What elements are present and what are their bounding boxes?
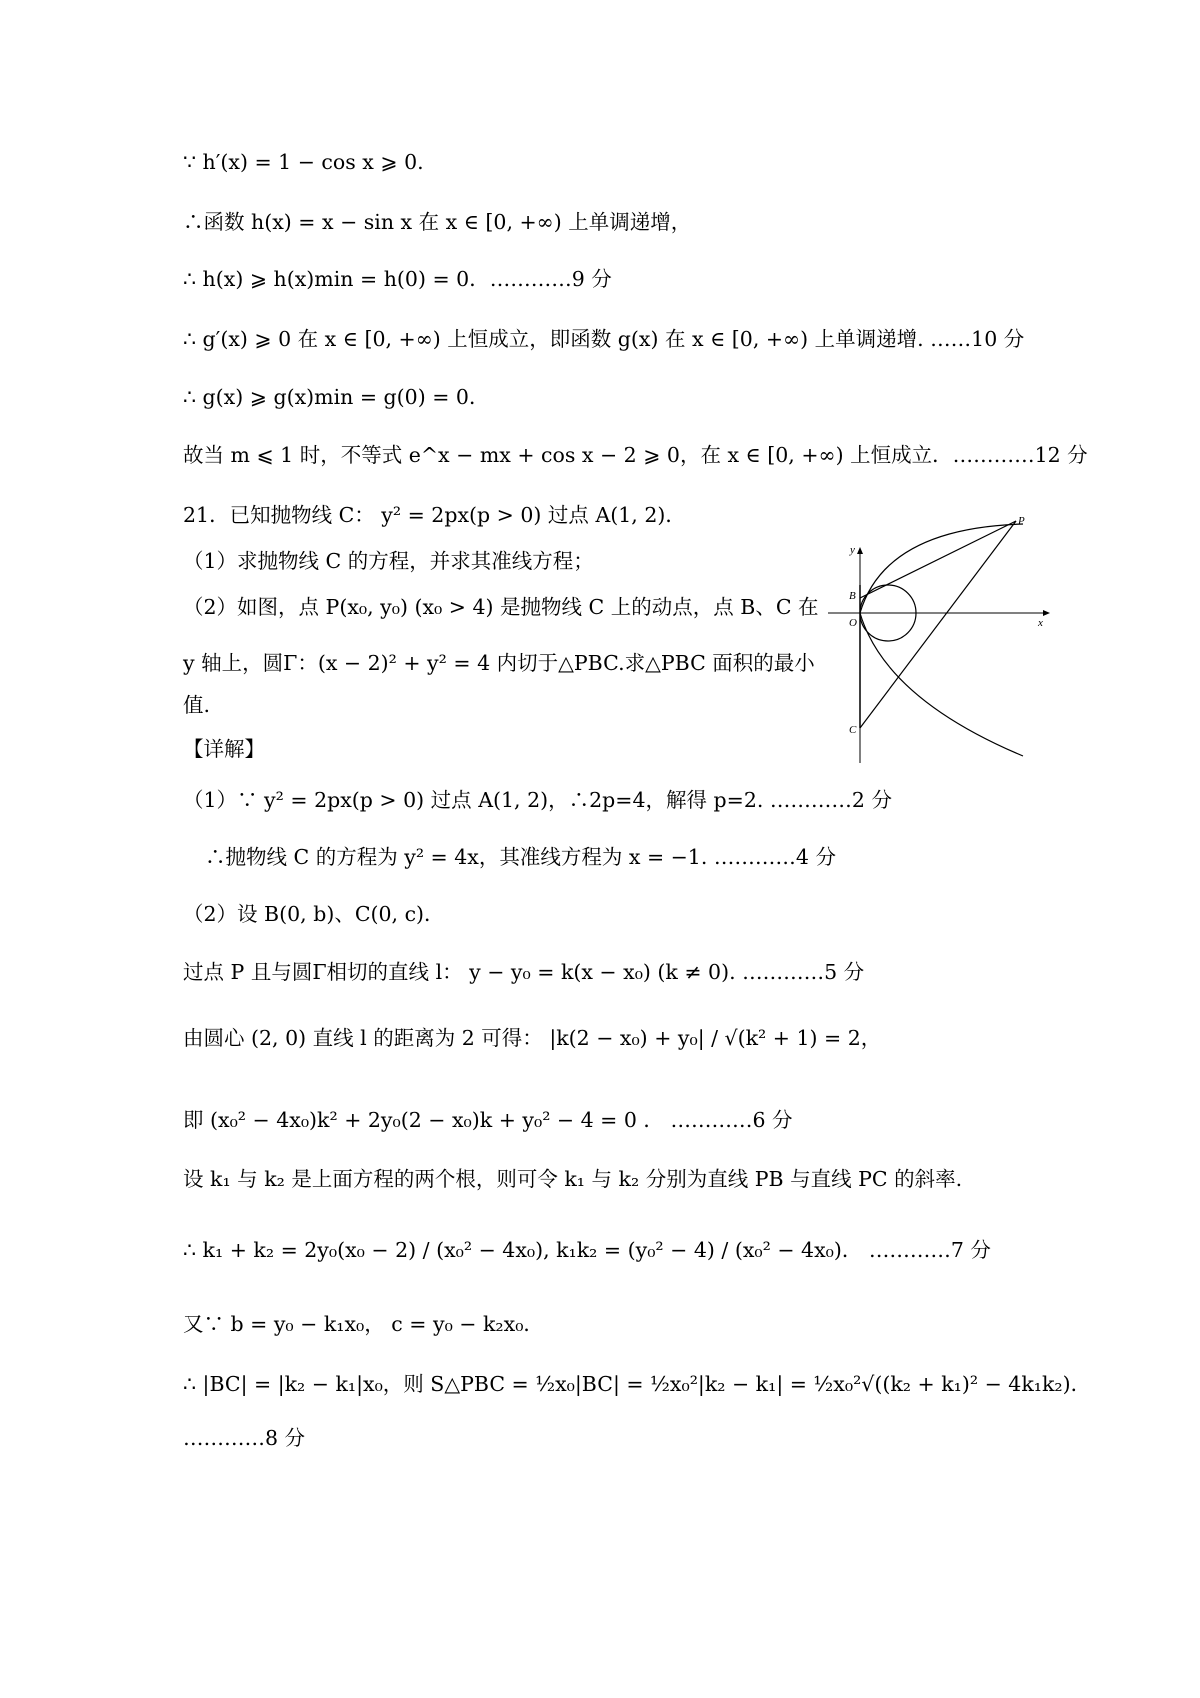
solution-part-2-line-3: 由圆心 (2, 0) 直线 l 的距离为 2 可得： |k(2 − x₀) + y₀| / √(k² + 1) = 2， — [183, 1026, 882, 1050]
solution-part-1-line-1: （1）∵ y² = 2px(p > 0) 过点 A(1, 2)，∴2p=4，解得 p=2. …………2 分 — [183, 788, 892, 812]
label-y: y — [850, 544, 855, 556]
problem-21-part-2-line-2: y 轴上，圆Γ：(x − 2)² + y² = 4 内切于△PBC.求△PBC 面积的最小 — [183, 651, 815, 675]
label-c: C — [849, 724, 857, 736]
problem-21-part-1: （1）求抛物线 C 的方程，并求其准线方程； — [183, 549, 594, 573]
line-3: ∴ h(x) ⩾ h(x)min = h(0) = 0．…………9 分 — [183, 267, 612, 291]
solution-part-2-line-2: 过点 P 且与圆Γ相切的直线 l： y − y₀ = k(x − x₀) (k ≠ 0). …………5 分 — [183, 960, 865, 984]
label-x: x — [1038, 617, 1043, 629]
x-axis-arrow — [1043, 610, 1050, 616]
problem-21-part-2-line-1: （2）如图，点 P(x₀, y₀) (x₀ > 4) 是抛物线 C 上的动点，点 B、C 在 — [183, 595, 819, 619]
segment-pb — [860, 521, 1016, 598]
line-1: ∵ h′(x) = 1 − cos x ⩾ 0. — [183, 150, 424, 174]
solution-part-2-line-5: 设 k₁ 与 k₂ 是上面方程的两个根，则可令 k₁ 与 k₂ 分别为直线 PB 与直线 PC 的斜率. — [183, 1167, 963, 1191]
problem-21-statement: 21．已知抛物线 C： y² = 2px(p > 0) 过点 A(1, 2)． — [183, 503, 686, 527]
figure-svg — [828, 515, 1053, 768]
line-2: ∴函数 h(x) = x − sin x 在 x ∈ [0, +∞) 上单调递增， — [183, 210, 692, 234]
label-o: O — [849, 617, 857, 629]
problem-21-part-2-line-3: 值. — [183, 693, 211, 717]
line-5: ∴ g(x) ⩾ g(x)min = g(0) = 0． — [183, 385, 490, 409]
label-p: P — [1018, 515, 1025, 527]
solution-part-2-line-6: ∴ k₁ + k₂ = 2y₀(x₀ − 2) / (x₀² − 4x₀), k₁k₂ = (y₀² − 4) / (x₀² − 4x₀)． …………7 分 — [183, 1238, 991, 1262]
solution-part-2-line-4: 即 (x₀² − 4x₀)k² + 2y₀(2 − x₀)k + y₀² − 4 = 0 ． …………6 分 — [183, 1108, 793, 1132]
segment-pc — [860, 521, 1016, 728]
solution-part-2-line-1: （2）设 B(0, b)、C(0, c)． — [183, 902, 445, 926]
line-4: ∴ g′(x) ⩾ 0 在 x ∈ [0, +∞) 上恒成立，即函数 g(x) 在 x ∈ [0, +∞) 上单调递增. ……10 分 — [183, 327, 1025, 351]
label-b: B — [849, 590, 856, 602]
parabola-figure — [828, 515, 1053, 772]
y-axis-arrow — [857, 547, 863, 554]
line-6: 故当 m ⩽ 1 时，不等式 e^x − mx + cos x − 2 ⩾ 0，在 x ∈ [0, +∞) 上恒成立．…………12 分 — [183, 443, 1088, 467]
solution-heading: 【详解】 — [183, 737, 265, 761]
solution-part-2-line-7: 又∵ b = y₀ − k₁x₀， c = y₀ − k₂x₀． — [183, 1312, 544, 1336]
solution-part-1-line-2: ∴抛物线 C 的方程为 y² = 4x，其准线方程为 x = −1. …………4 分 — [205, 845, 836, 869]
parabola-curve — [860, 524, 1023, 756]
solution-part-2-line-9: …………8 分 — [183, 1426, 306, 1450]
solution-part-2-line-8: ∴ |BC| = |k₂ − k₁|x₀，则 S△PBC = ½x₀|BC| = ½x₀²|k₂ − k₁| = ½x₀²√((k₂ + k₁)² − 4k₁k₂)． — [183, 1372, 1092, 1396]
